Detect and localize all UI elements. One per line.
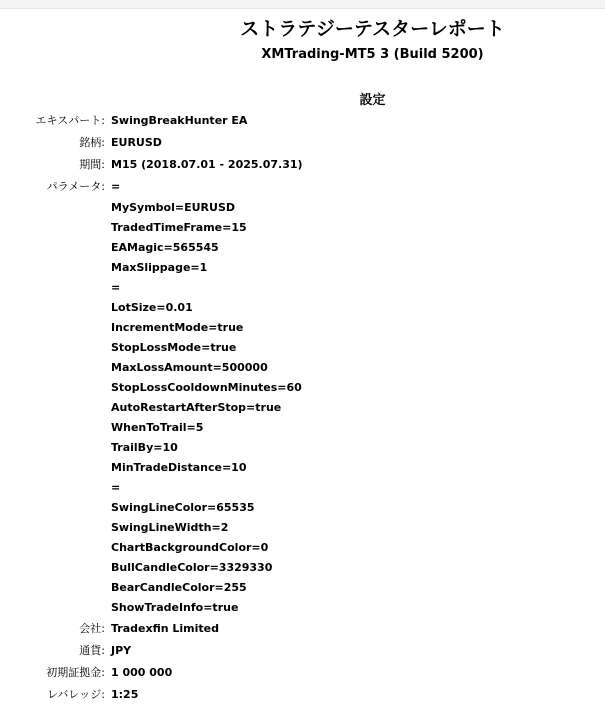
leverage-row: [0, 686, 605, 704]
currency-value: JPY: [111, 644, 132, 657]
deposit-label: 初期証拠金:: [46, 666, 105, 679]
parameter-item: =: [111, 180, 121, 193]
parameter-item: =: [111, 481, 121, 494]
parameter-item: MySymbol=EURUSD: [111, 201, 235, 214]
currency-label: 通貨:: [79, 644, 105, 657]
parameters-row: [0, 178, 605, 196]
leverage-label: レバレッジ:: [47, 688, 105, 701]
period-value: M15 (2018.07.01 - 2025.07.31): [111, 158, 303, 171]
company-label: 会社:: [79, 622, 105, 635]
symbol-value: EURUSD: [111, 136, 162, 149]
expert-label: エキスパート:: [35, 114, 105, 127]
parameter-item: ChartBackgroundColor=0: [111, 541, 269, 554]
parameters-label: パラメータ:: [46, 180, 105, 193]
parameter-item: IncrementMode=true: [111, 321, 244, 334]
symbol-label: 銘柄:: [79, 136, 105, 149]
parameter-item: SwingLineWidth=2: [111, 521, 229, 534]
expert-value: SwingBreakHunter EA: [111, 114, 248, 127]
parameter-item: MinTradeDistance=10: [111, 461, 247, 474]
parameter-item: TradedTimeFrame=15: [111, 221, 247, 234]
parameter-item: SwingLineColor=65535: [111, 501, 255, 514]
parameter-item: MaxLossAmount=500000: [111, 361, 268, 374]
company-row: [0, 620, 605, 638]
report-title: ストラテジーテスターレポート: [240, 18, 505, 40]
parameter-item: BullCandleColor=3329330: [111, 561, 273, 574]
parameter-item: EAMagic=565545: [111, 241, 219, 254]
parameter-item: =: [111, 281, 121, 294]
deposit-row: [0, 664, 605, 682]
parameter-item: StopLossCooldownMinutes=60: [111, 381, 302, 394]
parameter-item: TrailBy=10: [111, 441, 178, 454]
parameter-item: MaxSlippage=1: [111, 261, 208, 274]
deposit-value: 1 000 000: [111, 666, 173, 679]
company-value: Tradexfin Limited: [111, 622, 219, 635]
report-subtitle: XMTrading-MT5 3 (Build 5200): [261, 47, 484, 62]
parameter-item: BearCandleColor=255: [111, 581, 247, 594]
parameter-item: WhenToTrail=5: [111, 421, 204, 434]
expert-row: [0, 112, 605, 130]
settings-section-title: 設定: [359, 93, 386, 108]
parameter-item: ShowTradeInfo=true: [111, 601, 239, 614]
parameter-item: LotSize=0.01: [111, 301, 193, 314]
window-top-bar: [0, 0, 605, 9]
currency-row: [0, 642, 605, 660]
period-label: 期間:: [79, 158, 105, 171]
parameter-item: AutoRestartAfterStop=true: [111, 401, 282, 414]
symbol-row: [0, 134, 605, 152]
leverage-value: 1:25: [111, 688, 139, 701]
period-row: [0, 156, 605, 174]
parameter-item: StopLossMode=true: [111, 341, 237, 354]
